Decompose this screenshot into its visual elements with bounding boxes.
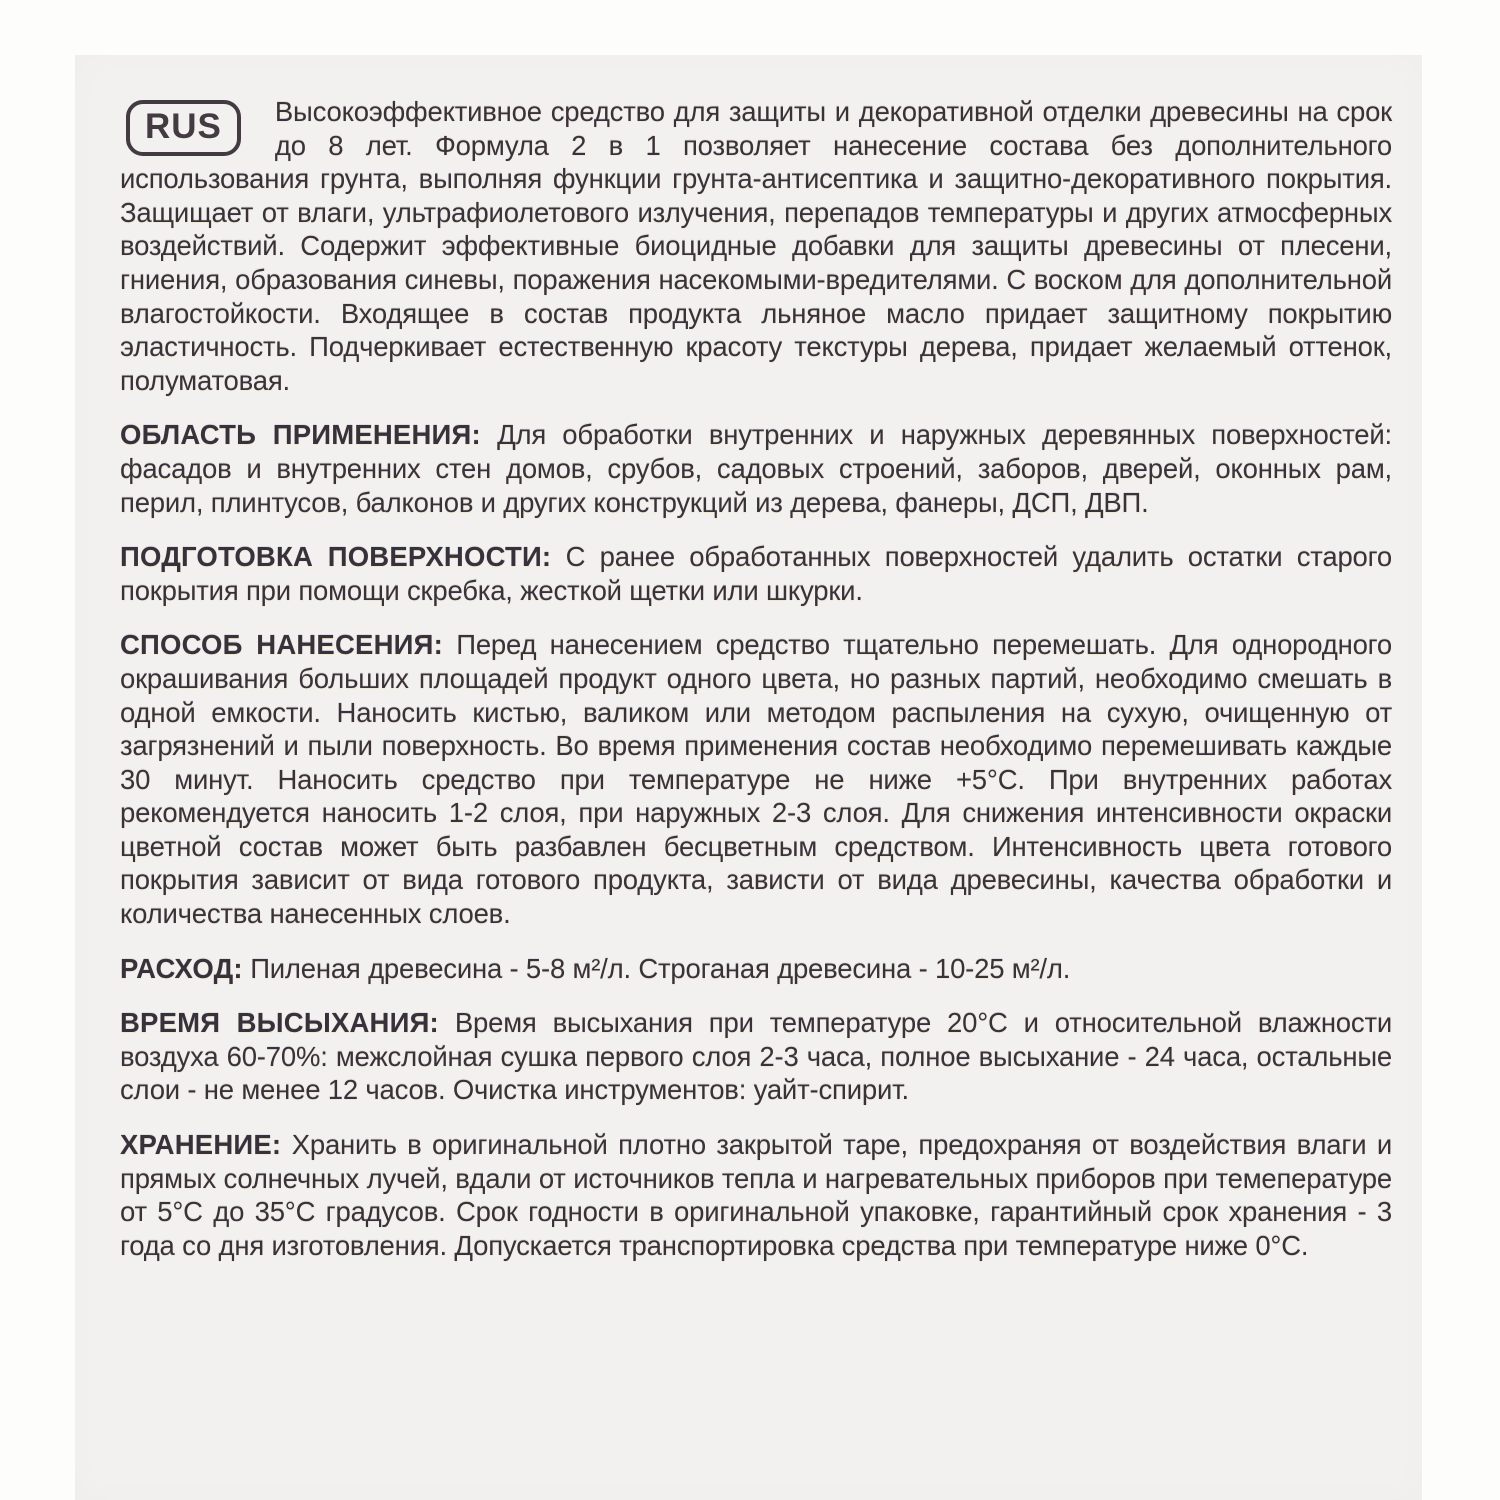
section-title: СПОСОБ НАНЕСЕНИЯ: bbox=[120, 629, 443, 661]
section-title: ОБЛАСТЬ ПРИМЕНЕНИЯ: bbox=[120, 419, 481, 451]
rus-language-badge: RUS bbox=[126, 100, 241, 156]
intro-paragraph bbox=[120, 95, 1392, 397]
section-body: Пиленая древесина - 5-8 м²/л. Строганая древесина - 10-25 м²/л. bbox=[250, 952, 1071, 984]
section-area-of-use bbox=[120, 418, 1392, 519]
section-storage bbox=[120, 1128, 1392, 1262]
intro-text: Высокоэффективное средство для защиты и декоративной отделки древесины на срок до 8 лет. Формула 2 в 1 позволяет нанесение состава без дополнительного использования грунта, выполняя функции грунта-антисептика и защитно-декоративного покрытия. Защищает от влаги, ультрафиолетового излучения, перепадов температуры и других атмосферных воздействий. Содержит эффективные биоцидные добавки для защиты древесины от плесени, гниения, образования синевы, поражения насекомыми-вредителями. С воском для дополнительной влагостойкости. Входящее в состав продукта льняное масло придает защитному покрытию эластичность. Подчеркивает естественную красоту текстуры дерева, придает желаемый оттенок, полуматовая. bbox=[120, 96, 1392, 396]
section-consumption bbox=[120, 952, 1392, 986]
section-body: Для обработки внутренних и наружных деревянных поверхностей: фасадов и внутренних стен домов, срубов, садовых строений, заборов, дверей, оконных рам, перил, плинтусов, балконов и других конструкций из дерева, фанеры, ДСП, ДВП. bbox=[120, 419, 1392, 518]
section-surface-preparation bbox=[120, 540, 1392, 607]
section-title: ВРЕМЯ ВЫСЫХАНИЯ: bbox=[120, 1007, 439, 1039]
label-text-block bbox=[120, 95, 1392, 1262]
product-label bbox=[75, 55, 1422, 1500]
section-body: Время высыхания при температуре 20°С и относительной влажности воздуха 60-70%: межслойная сушка первого слоя 2-3 часа, полное высыхание - 24 часа, остальные слои - не менее 12 часов. Очистка инструментов: уайт-спирит. bbox=[120, 1007, 1393, 1106]
section-body: Хранить в оригинальной плотно закрытой таре, предохраняя от воздействия влаги и прямых солнечных лучей, вдали от источников тепла и нагревательных приборов при темепературе от 5°С до 35°С градусов. Срок годности в оригинальной упаковке, гарантийный срок хранения - 3 года со дня изготовления. Допускается транспортировка средства при температуре ниже 0°С. bbox=[120, 1129, 1392, 1261]
section-body: Перед нанесением средство тщательно перемешать. Для однородного окрашивания больших площадей продукт одного цвета, но разных партий, необходимо смешать в одной емкости. Наносить кистью, валиком или методом распыления на сухую, очищенную от загрязнений и пыли поверхность. Во время применения состав необходимо перемешивать каждые 30 минут. Наносить средство при температуре не ниже +5°С. При внутренних работах рекомендуется наносить 1-2 слоя, при наружных 2-3 слоя. Для снижения интенсивности окраски цветной состав может быть разбавлен бесцветным средством. Интенсивность цвета готового покрытия зависит от вида готового продукта, зависти от вида древесины, качества обработки и количества нанесенных слоев. bbox=[120, 629, 1392, 930]
section-title: ХРАНЕНИЕ: bbox=[120, 1129, 282, 1161]
section-drying-time bbox=[120, 1006, 1392, 1107]
section-title: РАСХОД: bbox=[120, 952, 243, 984]
section-body: С ранее обработанных поверхностей удалить остатки старого покрытия при помощи скребка, жесткой щетки или шкурки. bbox=[120, 541, 1392, 606]
section-application-method bbox=[120, 628, 1392, 930]
section-title: ПОДГОТОВКА ПОВЕРХНОСТИ: bbox=[120, 541, 552, 573]
